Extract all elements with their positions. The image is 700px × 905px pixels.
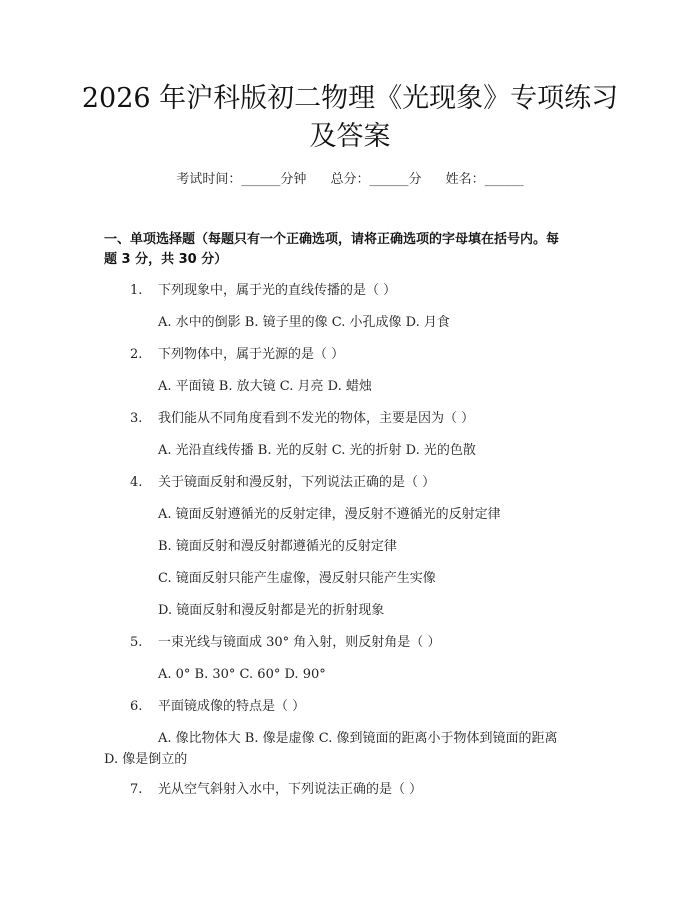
- time-label: 考试时间：: [176, 172, 242, 187]
- score-label: 总分：: [330, 172, 370, 187]
- time-field: [176, 168, 306, 187]
- question-number: 2.: [130, 347, 143, 362]
- score-field: [330, 168, 421, 187]
- question-stem: 下列现象中，属于光的直线传播的是（ ）: [158, 283, 397, 298]
- document-title: 2026 年沪科版初二物理《光现象》专项练习: [81, 83, 619, 114]
- question-1: [130, 281, 396, 301]
- question-stem: 我们能从不同角度看到不发光的物体，主要是因为（ ）: [158, 411, 475, 426]
- question-1-options: A. 水中的倒影 B. 镜子里的像 C. 小孔成像 D. 月食: [158, 315, 450, 330]
- exam-meta: [0, 168, 700, 187]
- question-4: [130, 473, 435, 493]
- question-number: 1.: [130, 283, 143, 298]
- score-blank: ______: [369, 172, 409, 187]
- question-stem: 一束光线与镜面成 30° 角入射，则反射角是（ ）: [158, 635, 441, 650]
- question-stem: 平面镜成像的特点是（ ）: [158, 699, 306, 714]
- question-stem: 下列物体中，属于光源的是（ ）: [158, 347, 345, 362]
- section-heading: 一、单项选择题（每题只有一个正确选项，请将正确选项的字母填在括号内。每: [104, 232, 560, 247]
- question-3-options: A. 光沿直线传播 B. 光的反射 C. 光的折射 D. 光的色散: [158, 443, 476, 458]
- question-2-options: A. 平面镜 B. 放大镜 C. 月亮 D. 蜡烛: [158, 379, 372, 394]
- question-4-option-c: C. 镜面反射只能产生虚像，漫反射只能产生实像: [158, 571, 436, 586]
- question-6: [130, 697, 305, 717]
- question-number: 7.: [130, 782, 143, 797]
- question-2: [130, 345, 344, 365]
- question-4-option-b: B. 镜面反射和漫反射都遵循光的反射定律: [158, 539, 397, 554]
- score-unit: 分: [408, 172, 422, 187]
- question-3: [130, 409, 474, 429]
- time-blank: ______: [241, 172, 281, 187]
- document-title-continued: 及答案: [309, 121, 391, 152]
- name-field: [446, 168, 524, 187]
- question-5: [130, 633, 440, 653]
- question-number: 4.: [130, 475, 143, 490]
- name-blank: ______: [484, 172, 524, 187]
- question-stem: 关于镜面反射和漫反射，下列说法正确的是（ ）: [158, 475, 436, 490]
- question-4-option-d: D. 镜面反射和漫反射都是光的折射现象: [158, 603, 385, 618]
- question-7: [130, 780, 422, 800]
- question-number: 3.: [130, 411, 143, 426]
- question-6-options-continued: D. 像是倒立的: [104, 752, 188, 767]
- question-number: 6.: [130, 699, 143, 714]
- question-6-options: A. 像比物体大 B. 像是虚像 C. 像到镜面的距离小于物体到镜面的距离: [158, 731, 558, 746]
- question-number: 5.: [130, 635, 143, 650]
- section-heading-continued: 题 3 分，共 30 分）: [104, 252, 228, 267]
- question-4-option-a: A. 镜面反射遵循光的反射定律，漫反射不遵循光的反射定律: [158, 507, 501, 522]
- time-unit: 分钟: [280, 172, 307, 187]
- name-label: 姓名：: [445, 172, 485, 187]
- question-stem: 光从空气斜射入水中，下列说法正确的是（ ）: [158, 782, 423, 797]
- question-5-options: A. 0° B. 30° C. 60° D. 90°: [158, 667, 326, 682]
